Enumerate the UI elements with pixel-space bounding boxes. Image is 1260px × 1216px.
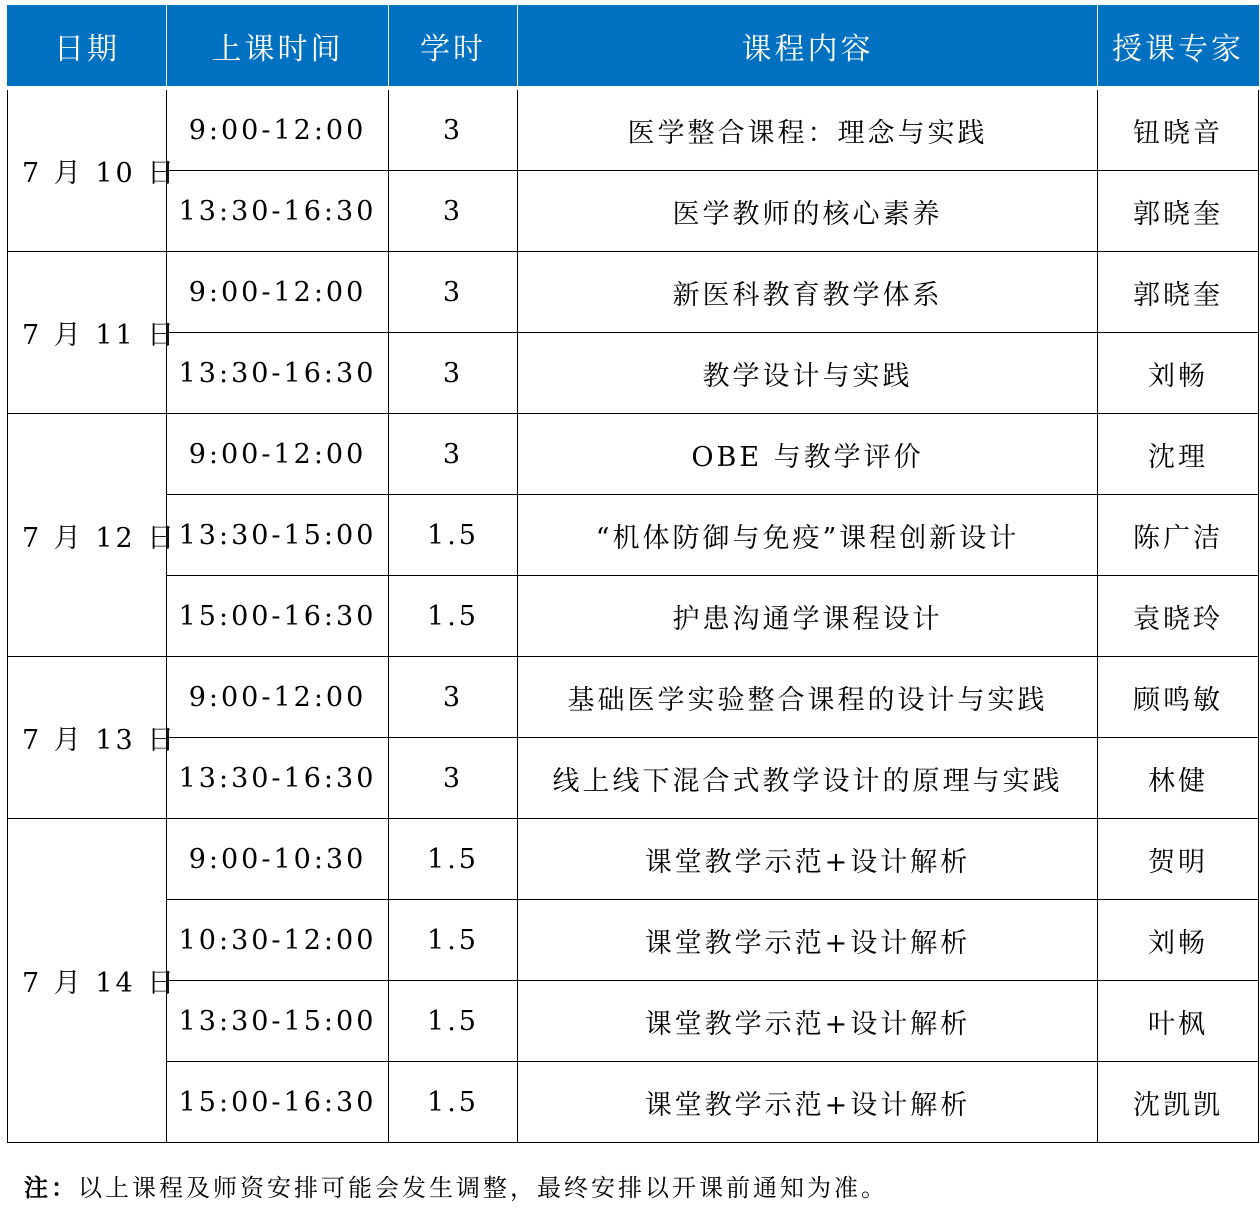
header-date: 日期 bbox=[8, 6, 167, 89]
table-row bbox=[8, 495, 1259, 576]
time-cell: 15:00-16:30 bbox=[167, 1062, 389, 1143]
hours-cell: 1.5 bbox=[389, 495, 518, 576]
table-row bbox=[8, 900, 1259, 981]
date-cell: 7 月 12 日 bbox=[8, 414, 167, 657]
schedule-table-body bbox=[8, 88, 1259, 1143]
date-cell: 7 月 14 日 bbox=[8, 819, 167, 1143]
expert-cell: 郭晓奎 bbox=[1098, 171, 1259, 252]
time-cell: 13:30-15:00 bbox=[167, 495, 389, 576]
course-cell: 基础医学实验整合课程的设计与实践 bbox=[518, 657, 1098, 738]
time-cell: 9:00-12:00 bbox=[167, 657, 389, 738]
time-cell: 13:30-16:30 bbox=[167, 738, 389, 819]
course-cell: 课堂教学示范+设计解析 bbox=[518, 981, 1098, 1062]
table-row bbox=[8, 88, 1259, 171]
hours-cell: 3 bbox=[389, 252, 518, 333]
hours-cell: 1.5 bbox=[389, 819, 518, 900]
expert-cell: 沈理 bbox=[1098, 414, 1259, 495]
course-cell: 新医科教育教学体系 bbox=[518, 252, 1098, 333]
table-row bbox=[8, 576, 1259, 657]
table-row bbox=[8, 333, 1259, 414]
time-cell: 13:30-15:00 bbox=[167, 981, 389, 1062]
expert-cell: 袁晓玲 bbox=[1098, 576, 1259, 657]
course-cell: 课堂教学示范+设计解析 bbox=[518, 819, 1098, 900]
course-cell: 线上线下混合式教学设计的原理与实践 bbox=[518, 738, 1098, 819]
course-cell: 课堂教学示范+设计解析 bbox=[518, 1062, 1098, 1143]
expert-cell: 沈凯凯 bbox=[1098, 1062, 1259, 1143]
header-hours: 学时 bbox=[389, 6, 518, 89]
header-time: 上课时间 bbox=[167, 6, 389, 89]
table-row bbox=[8, 738, 1259, 819]
hours-cell: 1.5 bbox=[389, 1062, 518, 1143]
course-cell: “机体防御与免疫”课程创新设计 bbox=[518, 495, 1098, 576]
hours-cell: 3 bbox=[389, 414, 518, 495]
expert-cell: 贺明 bbox=[1098, 819, 1259, 900]
time-cell: 13:30-16:30 bbox=[167, 171, 389, 252]
time-cell: 9:00-12:00 bbox=[167, 252, 389, 333]
footnote-label: 注： bbox=[24, 1173, 78, 1202]
expert-cell: 陈广洁 bbox=[1098, 495, 1259, 576]
hours-cell: 3 bbox=[389, 657, 518, 738]
hours-cell: 1.5 bbox=[389, 981, 518, 1062]
hours-cell: 3 bbox=[389, 333, 518, 414]
course-cell: 医学整合课程：理念与实践 bbox=[518, 88, 1098, 171]
course-cell: 教学设计与实践 bbox=[518, 333, 1098, 414]
header-course: 课程内容 bbox=[518, 6, 1098, 89]
table-row bbox=[8, 252, 1259, 333]
expert-cell: 刘畅 bbox=[1098, 333, 1259, 414]
course-cell: 医学教师的核心素养 bbox=[518, 171, 1098, 252]
time-cell: 9:00-12:00 bbox=[167, 414, 389, 495]
table-row bbox=[8, 171, 1259, 252]
expert-cell: 刘畅 bbox=[1098, 900, 1259, 981]
expert-cell: 郭晓奎 bbox=[1098, 252, 1259, 333]
hours-cell: 3 bbox=[389, 738, 518, 819]
schedule-table-header bbox=[8, 6, 1259, 89]
hours-cell: 3 bbox=[389, 88, 518, 171]
date-cell: 7 月 13 日 bbox=[8, 657, 167, 819]
time-cell: 9:00-12:00 bbox=[167, 88, 389, 171]
time-cell: 10:30-12:00 bbox=[167, 900, 389, 981]
table-row bbox=[8, 414, 1259, 495]
header-expert: 授课专家 bbox=[1098, 6, 1259, 89]
table-row bbox=[8, 819, 1259, 900]
hours-cell: 1.5 bbox=[389, 576, 518, 657]
table-row bbox=[8, 981, 1259, 1062]
course-cell: 课堂教学示范+设计解析 bbox=[518, 900, 1098, 981]
footnote-text: 以上课程及师资安排可能会发生调整，最终安排以开课前通知为准。 bbox=[78, 1174, 888, 1202]
expert-cell: 钮晓音 bbox=[1098, 88, 1259, 171]
time-cell: 13:30-16:30 bbox=[167, 333, 389, 414]
hours-cell: 3 bbox=[389, 171, 518, 252]
time-cell: 9:00-10:30 bbox=[167, 819, 389, 900]
table-row bbox=[8, 1062, 1259, 1143]
footnote bbox=[24, 1168, 888, 1203]
date-cell: 7 月 11 日 bbox=[8, 252, 167, 414]
schedule-table bbox=[7, 5, 1259, 1143]
time-cell: 15:00-16:30 bbox=[167, 576, 389, 657]
expert-cell: 顾鸣敏 bbox=[1098, 657, 1259, 738]
course-cell: OBE 与教学评价 bbox=[518, 414, 1098, 495]
hours-cell: 1.5 bbox=[389, 900, 518, 981]
course-cell: 护患沟通学课程设计 bbox=[518, 576, 1098, 657]
expert-cell: 叶枫 bbox=[1098, 981, 1259, 1062]
header-row bbox=[8, 6, 1259, 89]
expert-cell: 林健 bbox=[1098, 738, 1259, 819]
table-row bbox=[8, 657, 1259, 738]
date-cell: 7 月 10 日 bbox=[8, 88, 167, 252]
